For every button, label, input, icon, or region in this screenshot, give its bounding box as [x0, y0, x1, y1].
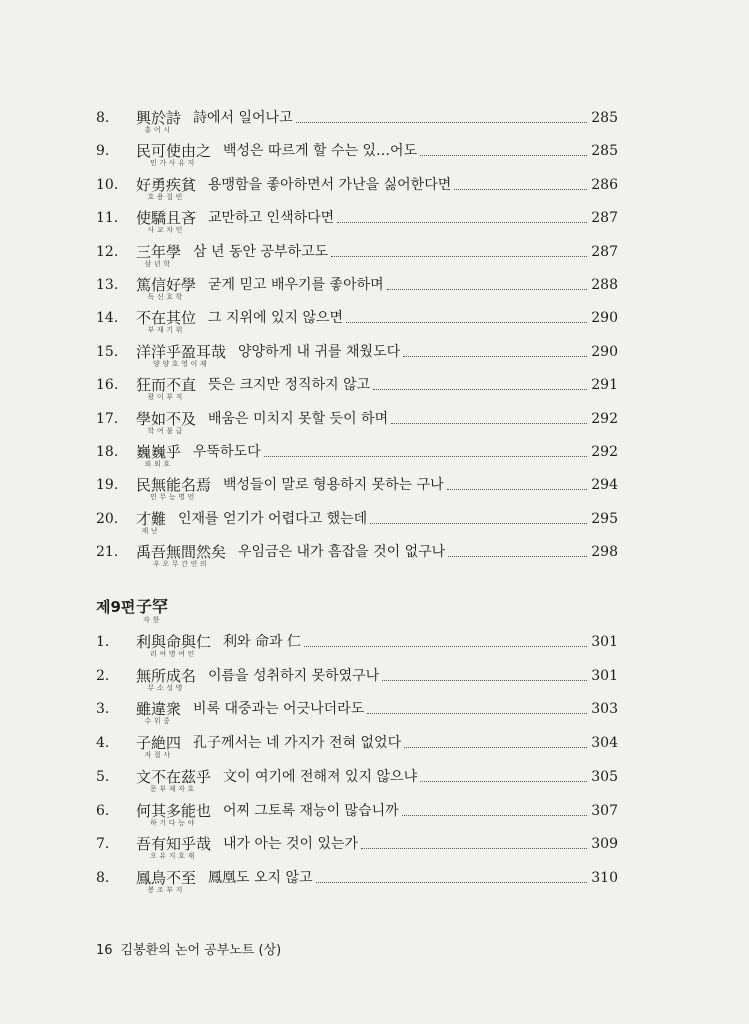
entry-hanja-title: 才難 — [136, 509, 167, 528]
entry-page-number: 295 — [591, 510, 618, 527]
toc-entry — [96, 375, 618, 411]
toc-entry — [96, 308, 618, 344]
entry-page-number: 310 — [591, 869, 618, 886]
entry-page-number: 287 — [591, 243, 618, 260]
section-heading — [96, 597, 396, 633]
dot-leader — [264, 456, 587, 457]
entry-page-number: 301 — [591, 634, 618, 650]
entry-number: 17. — [96, 410, 119, 427]
entry-number: 9. — [96, 143, 110, 160]
entry-number: 4. — [96, 735, 110, 752]
entry-number: 16. — [96, 377, 119, 394]
entry-line — [208, 868, 618, 888]
entry-description: 利와 命과 仁 — [223, 634, 301, 650]
entry-description: 우임금은 내가 흠잡을 것이 없구나 — [238, 544, 446, 561]
entry-hangul-reading: 우오무간연의 — [153, 560, 210, 569]
entry-page-number: 291 — [591, 377, 618, 394]
entry-hangul-reading: 오유지호재 — [150, 852, 197, 861]
entry-line — [223, 141, 618, 161]
dot-leader — [420, 155, 587, 156]
entry-page-number: 285 — [591, 110, 618, 126]
entry-hanja-title: 何其多能也 — [136, 801, 212, 820]
dot-leader — [447, 489, 587, 490]
entry-hanja-title: 興於詩 — [136, 109, 182, 127]
entry-page-number: 286 — [591, 176, 618, 193]
toc-entry — [96, 801, 618, 837]
entry-hanja-title: 無所成名 — [136, 666, 197, 685]
toc-entry — [96, 242, 618, 278]
entry-line — [193, 442, 618, 462]
dot-leader — [387, 289, 587, 290]
entry-description: 용맹함을 좋아하면서 가난을 싫어한다면 — [208, 176, 452, 193]
entry-description: 인재를 얻기가 어렵다고 했는데 — [178, 510, 368, 527]
entry-description: 어찌 그토록 재능이 많습니까 — [223, 802, 399, 819]
entry-hanja-title: 學如不及 — [136, 409, 197, 428]
dot-leader — [337, 222, 587, 223]
dot-leader — [373, 389, 587, 390]
entry-number: 2. — [96, 667, 110, 684]
dot-leader — [454, 189, 587, 190]
entry-description: 삼 년 동안 공부하고도 — [193, 243, 329, 260]
entry-description: 孔子께서는 네 가지가 전혀 없었다 — [193, 735, 402, 752]
entry-hanja-title: 好勇疾貧 — [136, 175, 197, 194]
entry-line — [193, 108, 618, 128]
footer-page-number: 16 — [96, 943, 113, 958]
entry-hanja-title: 利與命與仁 — [136, 633, 212, 651]
entry-line — [238, 542, 618, 562]
entry-hangul-reading: 민무능명언 — [150, 493, 197, 502]
entry-page-number: 290 — [591, 310, 618, 327]
section-title-reading: 자한 — [143, 616, 163, 624]
section-title: 子罕 — [136, 597, 169, 616]
entry-line — [238, 342, 618, 362]
entry-number: 1. — [96, 634, 110, 650]
entry-number: 5. — [96, 768, 110, 785]
entry-line — [208, 275, 618, 295]
entry-hangul-reading: 삼년학 — [144, 259, 173, 268]
entry-number: 11. — [96, 210, 119, 227]
entry-hanja-title: 雖違衆 — [136, 700, 182, 719]
section-label: 제9편 — [96, 598, 136, 616]
entry-number: 7. — [96, 836, 110, 853]
entry-hanja-title: 不在其位 — [136, 309, 197, 328]
dot-leader — [304, 646, 587, 647]
entry-line — [208, 175, 618, 195]
dot-leader — [331, 256, 587, 257]
toc-entry — [96, 699, 618, 735]
entry-hangul-reading: 무소성명 — [147, 683, 185, 692]
dot-leader — [402, 815, 587, 816]
entry-line — [178, 509, 618, 529]
entry-description: 그 지위에 있지 않으면 — [208, 310, 344, 327]
entry-page-number: 285 — [591, 143, 618, 160]
dot-leader — [316, 882, 587, 883]
entry-description: 비록 대중과는 어긋나더라도 — [193, 701, 365, 718]
entry-line — [208, 308, 618, 328]
toc-entry — [96, 175, 618, 211]
entry-hanja-title: 三年學 — [136, 242, 182, 261]
entry-hangul-reading: 독신호학 — [147, 293, 185, 301]
entry-hangul-reading: 흥어시 — [144, 126, 173, 134]
entry-line — [223, 767, 618, 787]
entry-line — [223, 475, 618, 495]
toc-entry — [96, 108, 618, 144]
entry-page-number: 294 — [591, 477, 618, 494]
entry-hangul-reading: 사교차인 — [147, 226, 185, 235]
entry-description: 백성들이 말로 형용하지 못하는 구나 — [223, 477, 444, 494]
entry-number: 15. — [96, 343, 119, 360]
toc-entry — [96, 442, 618, 478]
entry-page-number: 292 — [591, 410, 618, 427]
entry-description: 뜻은 크지만 정직하지 않고 — [208, 377, 371, 394]
entry-description: 이름을 성취하지 못하였구나 — [208, 667, 380, 684]
entry-description: 詩에서 일어나고 — [193, 110, 293, 126]
entry-hanja-title: 民無能名焉 — [136, 476, 212, 495]
entry-line — [223, 834, 618, 854]
entry-hangul-reading: 문부재자호 — [150, 784, 197, 793]
dot-leader — [367, 713, 587, 714]
toc-entry — [96, 409, 618, 445]
dot-leader — [296, 122, 587, 123]
entry-page-number: 301 — [591, 667, 618, 684]
entry-hangul-reading: 자절사 — [144, 751, 173, 760]
toc-entry — [96, 767, 618, 803]
entry-number: 3. — [96, 701, 110, 718]
toc-entry — [96, 834, 618, 870]
entry-hangul-reading: 외외호 — [144, 460, 173, 468]
entry-number: 10. — [96, 176, 119, 193]
entry-number: 19. — [96, 477, 119, 494]
entry-description: 배움은 미치지 못할 듯이 하며 — [208, 410, 389, 427]
toc-entry — [96, 342, 618, 378]
entry-page-number: 307 — [591, 802, 618, 819]
entry-hanja-title: 禹吾無間然矣 — [136, 543, 227, 562]
dot-leader — [404, 747, 587, 748]
toc-entry — [96, 632, 618, 668]
entry-page-number: 290 — [591, 343, 618, 360]
entry-line — [223, 801, 618, 821]
entry-hangul-reading: 리여명여인 — [150, 650, 197, 658]
entry-hanja-title: 洋洋乎盈耳哉 — [136, 342, 227, 361]
toc-entry — [96, 208, 618, 244]
toc-entry — [96, 733, 618, 769]
entry-hanja-title: 文不在茲乎 — [136, 767, 212, 786]
entry-hangul-reading: 하기다능야 — [150, 818, 197, 827]
entry-line — [223, 632, 618, 652]
entry-hanja-title: 巍巍乎 — [136, 443, 182, 461]
dot-leader — [448, 556, 587, 557]
entry-number: 14. — [96, 310, 119, 327]
entry-hanja-title: 子絶四 — [136, 734, 182, 753]
footer-book-title: 김봉환의 논어 공부노트 (상) — [120, 943, 282, 958]
entry-page-number: 287 — [591, 210, 618, 227]
entry-description: 내가 아는 것이 있는가 — [223, 836, 359, 853]
entry-page-number: 309 — [591, 836, 618, 853]
entry-number: 21. — [96, 544, 119, 561]
entry-line — [208, 409, 618, 429]
entry-line — [208, 208, 618, 228]
entry-hanja-title: 鳳鳥不至 — [136, 868, 197, 887]
entry-line — [193, 733, 618, 753]
entry-hangul-reading: 학여불급 — [147, 426, 185, 435]
dot-leader — [403, 356, 587, 357]
dot-leader — [370, 523, 587, 524]
entry-hanja-title: 狂而不直 — [136, 376, 197, 395]
entry-description: 굳게 믿고 배우기를 좋아하며 — [208, 277, 384, 293]
entry-hanja-title: 篤信好學 — [136, 276, 197, 294]
entry-page-number: 304 — [591, 735, 618, 752]
dot-leader — [346, 322, 587, 323]
entry-hangul-reading: 봉조부지 — [147, 885, 185, 894]
entry-hanja-title: 民可使由之 — [136, 142, 212, 161]
toc-entry — [96, 141, 618, 177]
entry-hangul-reading: 양양호영이재 — [153, 359, 210, 368]
entry-page-number: 303 — [591, 701, 618, 718]
entry-description: 文이 여기에 전해져 있지 않으냐 — [223, 768, 418, 785]
entry-hangul-reading: 재난 — [141, 526, 161, 535]
entry-description: 우뚝하도다 — [193, 444, 261, 460]
entry-number: 13. — [96, 277, 119, 293]
dot-leader — [361, 848, 587, 849]
entry-hangul-reading: 부재기위 — [147, 326, 185, 335]
entry-line — [193, 242, 618, 262]
entry-number: 6. — [96, 802, 110, 819]
toc-entry — [96, 475, 618, 511]
entry-page-number: 305 — [591, 768, 618, 785]
entry-line — [193, 699, 618, 719]
entry-description: 鳳凰도 오지 않고 — [208, 869, 313, 886]
entry-number: 8. — [96, 869, 110, 886]
toc-entry — [96, 666, 618, 702]
toc-entry — [96, 868, 618, 904]
entry-hanja-title: 吾有知乎哉 — [136, 835, 212, 854]
entry-page-number: 288 — [591, 277, 618, 293]
entry-description: 백성은 따르게 할 수는 있…어도 — [223, 143, 418, 160]
toc-entry — [96, 509, 618, 545]
entry-hangul-reading: 수위중 — [144, 717, 173, 726]
dot-leader — [420, 781, 587, 782]
entry-page-number: 292 — [591, 444, 618, 460]
page-footer — [96, 942, 281, 960]
toc-entry — [96, 275, 618, 311]
entry-page-number: 298 — [591, 544, 618, 561]
entry-number: 12. — [96, 243, 119, 260]
toc-entry — [96, 542, 618, 578]
entry-hangul-reading: 민가사유지 — [150, 159, 197, 168]
entry-number: 18. — [96, 444, 119, 460]
entry-line — [208, 666, 618, 686]
entry-hangul-reading: 호용질빈 — [147, 192, 185, 201]
entry-hangul-reading: 광이부직 — [147, 393, 185, 402]
dot-leader — [382, 680, 587, 681]
entry-hanja-title: 使驕且吝 — [136, 209, 197, 228]
entry-line — [208, 375, 618, 395]
entry-number: 8. — [96, 110, 110, 126]
entry-description: 양양하게 내 귀를 채웠도다 — [238, 343, 401, 360]
entry-description: 교만하고 인색하다면 — [208, 210, 335, 227]
entry-number: 20. — [96, 510, 119, 527]
dot-leader — [391, 423, 587, 424]
